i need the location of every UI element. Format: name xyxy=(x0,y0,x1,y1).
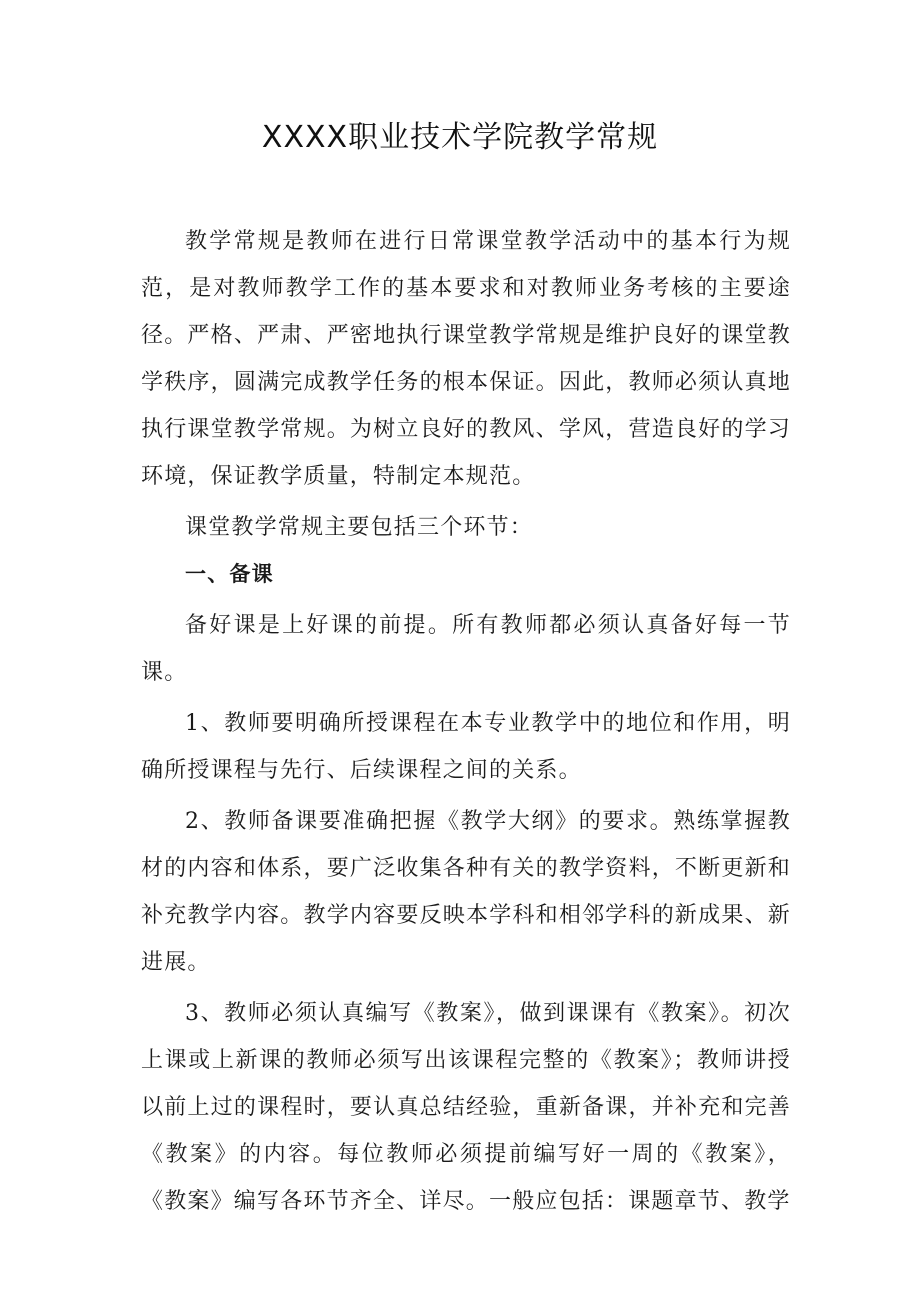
preparation-item-3: 3、教师必须认真编写《教案》，做到课课有《教案》。初次上课或上新课的教师必须写出该课程完整的《教案》；教师讲授以前上过的课程时，要认真总结经验，重新备课，并补充和完善《教案》的内容。每位教师必须提前编写好一周的《教案》，《教案》编写各环节齐全、详尽。一般应包括：课题章节、教学 xyxy=(141,1001,791,1214)
preparation-item-2: 2、教师备课要准确把握《教学大纲》的要求。熟练掌握教材的内容和体系，要广泛收集各种有关的教学资料，不断更新和补充教学内容。教学内容要反映本学科和相邻学科的新成果、新进展。 xyxy=(141,809,791,975)
document-body xyxy=(141,218,791,1225)
intro-paragraph: 教学常规是教师在进行日常课堂教学活动中的基本行为规范，是对教师教学工作的基本要求和对教师业务考核的主要途径。严格、严肃、严密地执行课堂教学常规是维护良好的课堂教学秩序，圆满完成教学任务的根本保证。因此，教师必须认真地执行课堂教学常规。为树立良好的教风、学风，营造良好的学习环境，保证教学质量，特制定本规范。 xyxy=(141,229,791,489)
overview-paragraph: 课堂教学常规主要包括三个环节： xyxy=(185,515,534,540)
document-title: XXXX职业技术学院教学常规 xyxy=(261,120,659,155)
preparation-intro-paragraph: 备好课是上好课的前提。所有教师都必须认真备好每一节课。 xyxy=(141,613,791,685)
section-heading-preparation: 一、备课 xyxy=(185,562,274,586)
preparation-item-1: 1、教师要明确所授课程在本专业教学中的地位和作用，明确所授课程与先行、后续课程之间的关系。 xyxy=(141,711,791,783)
